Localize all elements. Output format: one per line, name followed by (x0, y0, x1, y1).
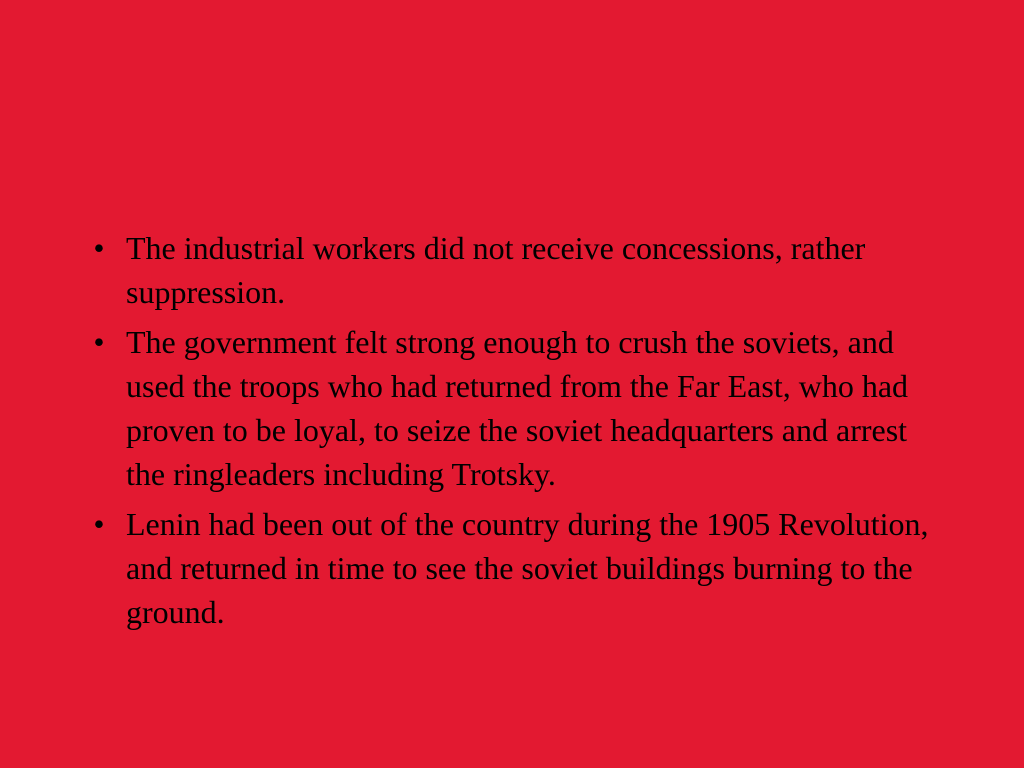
bullet-text: The industrial workers did not receive concessions, rather suppression. (126, 230, 866, 310)
bullet-item-3 (84, 502, 944, 634)
bullet-list (84, 226, 944, 640)
bullet-text: Lenin had been out of the country during the 1905 Revolution, and returned in time to see the soviet buildings burning to the ground. (126, 506, 929, 630)
bullet-icon: • (93, 230, 105, 266)
bullet-icon: • (93, 324, 105, 360)
bullet-text: The government felt strong enough to crush the soviets, and used the troops who had returned from the Far East, who had proven to be loyal, to seize the soviet headquarters and arrest the ringleaders including Trotsky. (126, 324, 909, 492)
bullet-item-2 (84, 320, 944, 496)
bullet-icon: • (93, 506, 105, 542)
bullet-item-1 (84, 226, 944, 314)
